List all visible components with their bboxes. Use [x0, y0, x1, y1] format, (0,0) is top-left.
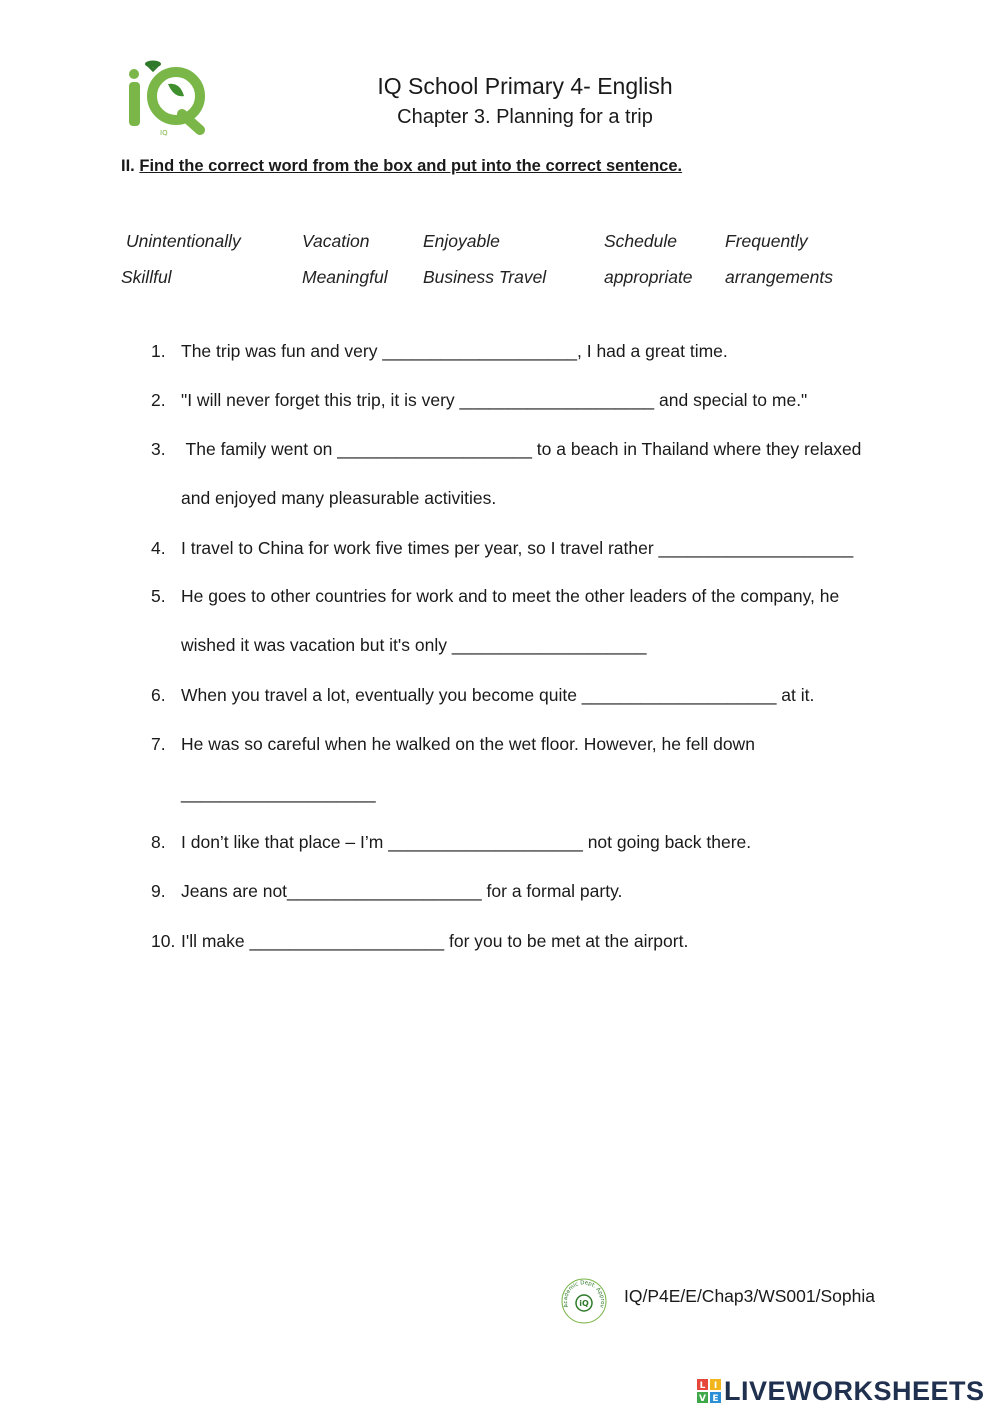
iq-school-logo	[120, 58, 210, 136]
question-5-continuation: wished it was vacation but it's only ____________________	[181, 635, 647, 655]
word-box-item: Enjoyable	[423, 231, 500, 251]
question-text: The family went on ____________________ to a beach in Thailand where they relaxed	[181, 439, 862, 459]
question-number: 7.	[151, 734, 166, 754]
question-3	[151, 439, 861, 460]
worksheet-code: IQ/P4E/E/Chap3/WS001/Sophia	[624, 1286, 875, 1306]
liveworksheets-icon	[697, 1379, 721, 1403]
question-text: I travel to China for work five times per year, so I travel rather ____________________	[181, 538, 854, 558]
word-box-item: appropriate	[604, 267, 693, 287]
section-number: II.	[121, 157, 135, 175]
word-box-item: Skillful	[121, 267, 172, 287]
question-number: 1.	[151, 341, 166, 361]
approval-stamp	[560, 1277, 608, 1325]
page-subtitle: Chapter 3. Planning for a trip	[397, 106, 653, 128]
svg-text:iQ: iQ	[579, 1299, 589, 1308]
svg-text:I: I	[713, 1381, 718, 1391]
question-3-continuation: and enjoyed many pleasurable activities.	[181, 488, 497, 508]
liveworksheets-brand	[697, 1376, 985, 1406]
instructions	[121, 157, 682, 176]
svg-text:L: L	[699, 1381, 706, 1391]
question-number: 2.	[151, 390, 166, 410]
question-6	[151, 685, 814, 706]
question-8	[151, 832, 751, 853]
page-title: IQ School Primary 4- English	[377, 73, 673, 99]
question-text: Jeans are not____________________ for a formal party.	[181, 881, 623, 901]
svg-text:E: E	[712, 1394, 719, 1403]
word-box-item: Schedule	[604, 231, 677, 251]
question-text: "I will never forget this trip, it is very ____________________ and special to me."	[181, 390, 808, 410]
question-4	[151, 538, 853, 559]
question-number: 4.	[151, 538, 166, 558]
question-1	[151, 341, 728, 362]
question-7-continuation: ____________________	[181, 783, 376, 803]
question-text: I don’t like that place – I’m ____________________ not going back there.	[181, 832, 752, 852]
question-text: He was so careful when he walked on the wet floor. However, he fell down	[181, 734, 755, 754]
question-10	[151, 931, 688, 952]
word-box-item: Unintentionally	[126, 231, 241, 251]
question-number: 3.	[151, 439, 166, 459]
question-number: 5.	[151, 586, 166, 606]
question-text: The trip was fun and very ____________________, I had a great time.	[181, 341, 728, 361]
word-box-item: Business Travel	[423, 267, 547, 287]
liveworksheets-text[interactable]: LIVEWORKSHEETS	[724, 1375, 985, 1406]
question-9	[151, 881, 622, 902]
question-5	[151, 586, 839, 607]
instructions-text: Find the correct word from the box and put into the correct sentence.	[139, 157, 683, 175]
word-box-item: Vacation	[302, 231, 370, 251]
question-text: When you travel a lot, eventually you become quite ____________________ at it.	[181, 685, 815, 705]
word-box-item: Meaningful	[302, 267, 388, 287]
question-text: He goes to other countries for work and to meet the other leaders of the company, he	[181, 586, 840, 606]
svg-text:V: V	[699, 1394, 706, 1403]
svg-text:Academic Dept. Approved: Academic Dept. Approv	[562, 1280, 606, 1309]
question-7	[151, 734, 755, 755]
question-number: 8.	[151, 832, 166, 852]
question-number: 9.	[151, 881, 166, 901]
svg-text:IQ: IQ	[160, 129, 168, 136]
question-number: 10.	[151, 931, 176, 951]
question-number: 6.	[151, 685, 166, 705]
question-2	[151, 390, 807, 411]
word-box-item: arrangements	[725, 267, 833, 287]
word-box-item: Frequently	[725, 231, 808, 251]
question-text: I'll make ____________________ for you to be met at the airport.	[181, 931, 689, 951]
